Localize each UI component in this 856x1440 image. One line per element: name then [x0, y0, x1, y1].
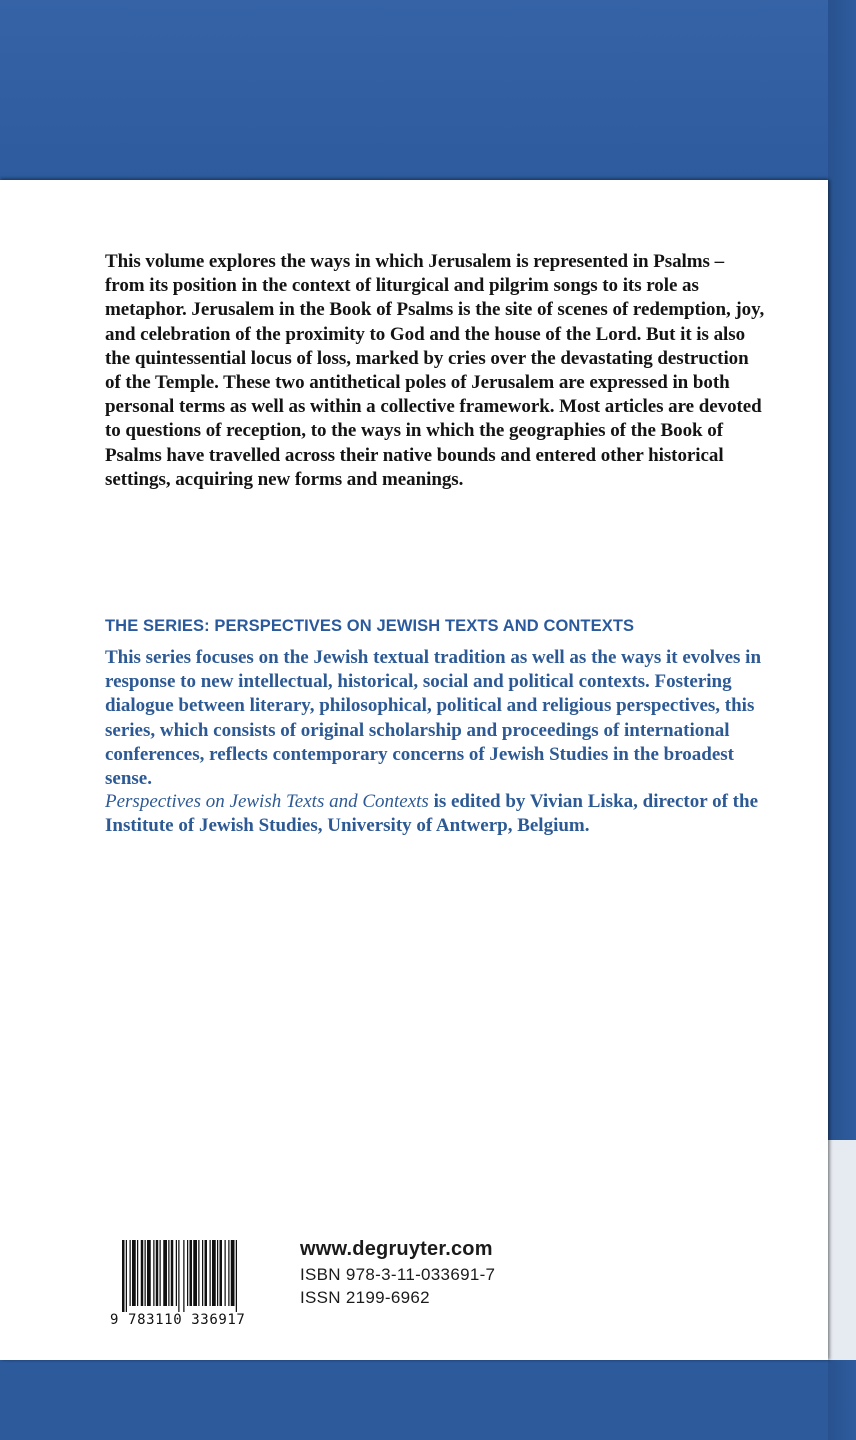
cover-corner-strip — [828, 1140, 856, 1360]
barcode-bar — [183, 1240, 184, 1312]
barcode-bar — [145, 1240, 146, 1306]
barcode-bar — [190, 1240, 193, 1306]
barcode-bar — [220, 1240, 223, 1306]
barcode-bar — [126, 1240, 127, 1312]
barcode-bar — [156, 1240, 159, 1306]
barcode-bar — [212, 1240, 216, 1306]
barcode-bar — [205, 1240, 208, 1306]
barcode-bar — [178, 1240, 179, 1312]
barcode-bar — [147, 1240, 151, 1306]
cover-top-band — [0, 0, 856, 180]
barcode-bar — [137, 1240, 138, 1306]
barcode-bar — [210, 1240, 211, 1306]
barcode-bar — [198, 1240, 199, 1306]
barcode-bar — [130, 1240, 131, 1306]
barcode-bar — [225, 1240, 226, 1306]
barcode-digits: 9 783110 336917 — [110, 1312, 246, 1328]
series-editor-note — [105, 790, 765, 838]
barcode-bar — [176, 1240, 177, 1306]
barcode-bar — [153, 1240, 154, 1306]
barcode-bar — [168, 1240, 169, 1306]
barcode-bar — [141, 1240, 144, 1306]
series-description: This series focuses on the Jewish textual tradition as well as the ways it evolves in response to new intellectual, historical, social and political contexts. Fostering dialogue between literary, philosophical, political and religious perspectives, this series, which consists of original scholarship and proceedings of international conferences, reflects contemporary concerns of Jewish Studies in the broadest sense. — [105, 647, 762, 790]
barcode-bar — [171, 1240, 174, 1306]
isbn-text: ISBN 978-3-11-033691-7 — [300, 1265, 496, 1284]
barcode-bar — [217, 1240, 218, 1306]
issn-text: ISSN 2199-6962 — [300, 1288, 430, 1307]
barcode-bar — [160, 1240, 161, 1306]
barcode-bar — [231, 1240, 235, 1306]
barcode-bar — [163, 1240, 167, 1306]
barcode-bar — [236, 1240, 237, 1312]
barcode-bar — [228, 1240, 229, 1306]
publisher-info — [300, 1238, 495, 1309]
series-heading: THE SERIES: PERSPECTIVES ON JEWISH TEXTS AND CONTEXTS — [105, 617, 635, 635]
barcode-bar — [193, 1240, 197, 1306]
publisher-url: www.degruyter.com — [300, 1238, 493, 1260]
series-title-italic: Perspectives on Jewish Texts and Contexts — [105, 791, 429, 812]
barcode-bar — [122, 1240, 125, 1312]
barcode-bar — [187, 1240, 188, 1306]
barcode-bar — [202, 1240, 203, 1306]
isbn-barcode — [110, 1240, 275, 1328]
barcode-bars — [110, 1240, 275, 1312]
barcode-bar — [132, 1240, 136, 1306]
book-description: This volume explores the ways in which Jerusalem is represented in Psalms – from its position in the context of liturgical and pilgrim songs to its role as metaphor. Jerusalem in the Book of Psalms is the site of scenes of redemption, joy, and celebration of the proximity to God and the house of the Lord. But it is also the quintessential locus of loss, marked by cries over the devastating destruction of the Temple. These two antithetical poles of Jerusalem are expressed in both personal terms as well as within a collective framework. Most articles are devoted to questions of reception, to the ways in which the geographies of the Book of Psalms have travelled across their native bounds and entered other historical settings, acquiring new forms and meanings. — [105, 251, 765, 490]
back-cover-page — [0, 180, 828, 1360]
series-editor-text: is edited by Vivian Liska, director of the Institute of Jewish Studies, University of Antwerp, Belgium. — [105, 791, 759, 837]
